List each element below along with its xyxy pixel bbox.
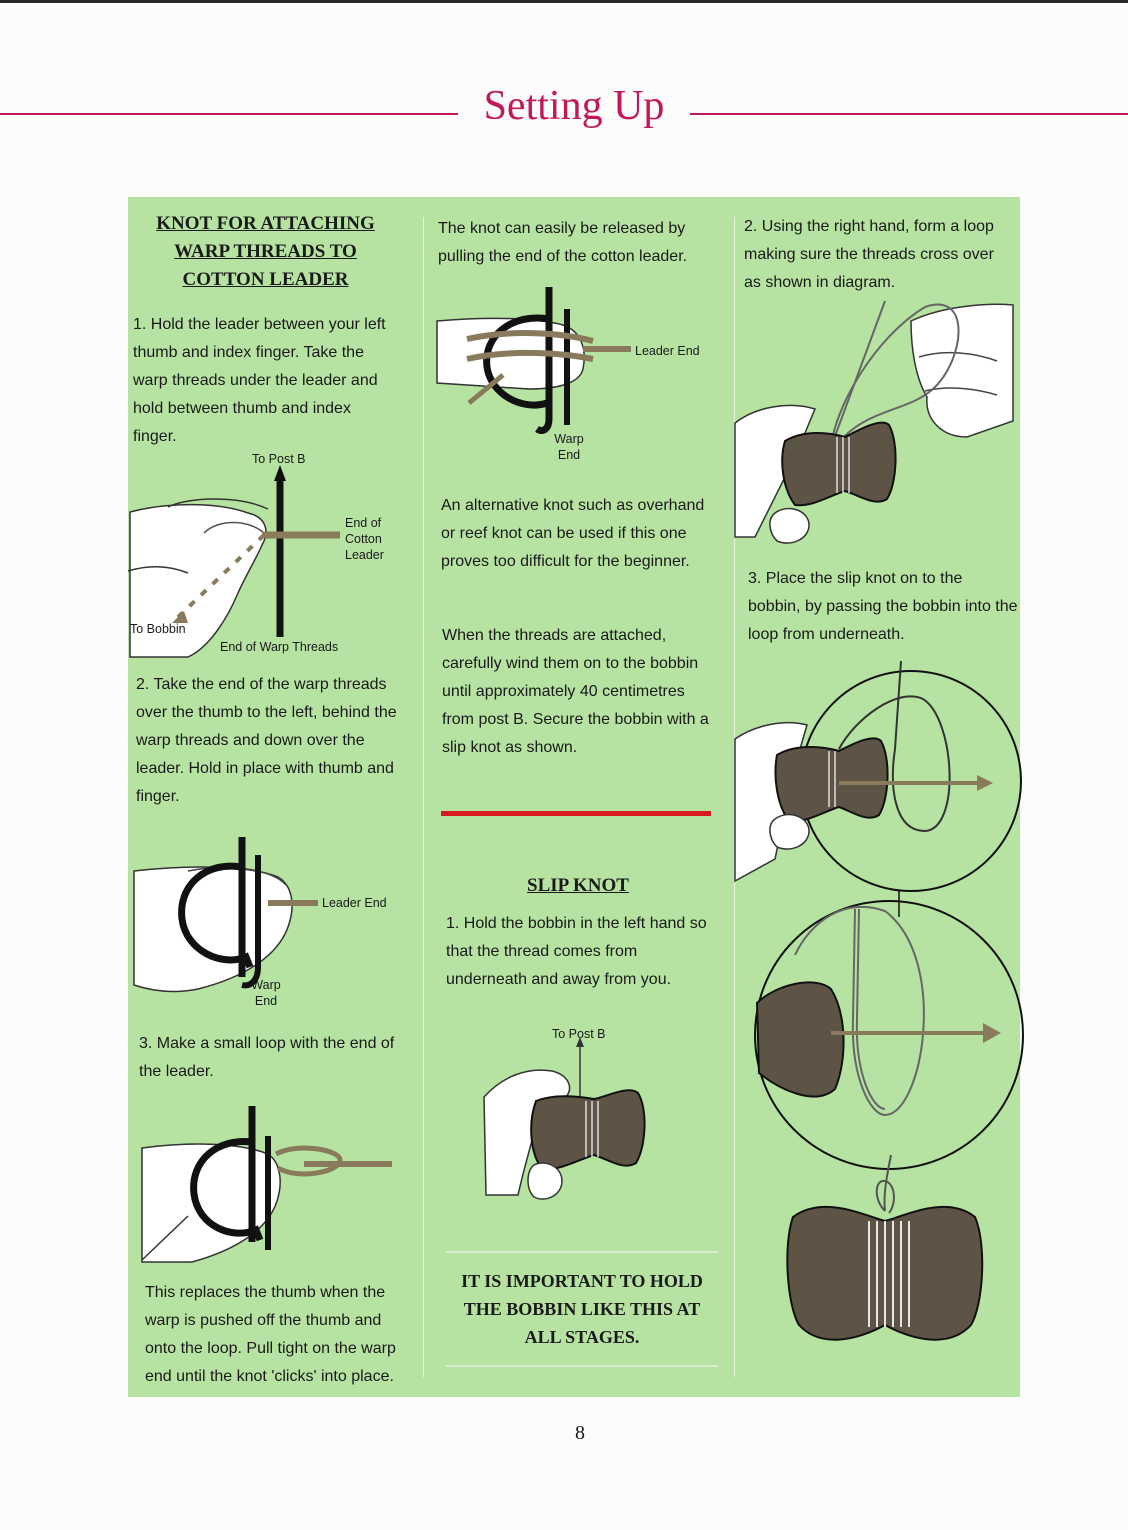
column-divider <box>423 217 424 1377</box>
page-number: 8 <box>575 1422 585 1444</box>
important-note: IT IS IMPORTANT TO HOLD THE BOBBIN LIKE THIS AT ALL STAGES. <box>461 1271 703 1347</box>
header-line-left <box>0 113 458 115</box>
slip-step1-text: 1. Hold the bobbin in the left hand so that the thread comes from underneath and away from you. <box>446 915 707 988</box>
label-end-of-warp-threads: End of Warp Threads <box>220 640 339 654</box>
knot-heading: KNOT FOR ATTACHING WARP THREADS TO COTTON LEADER <box>156 213 375 290</box>
label-to-bobbin: To Bobbin <box>130 622 186 636</box>
label-warp-end: Warp End <box>554 432 584 462</box>
step1-text: 1. Hold the leader between your left thumb and index finger. Take the warp threads under the leader and hold between thumb and index finger. <box>133 316 386 445</box>
figure-hold-bobbin <box>482 1037 658 1217</box>
col3-step3-text: 3. Place the slip knot on to the bobbin, by passing the bobbin into the loop from underneath. <box>748 570 1018 643</box>
label-end-of-cotton-leader: End of Cotton Leader <box>345 516 384 562</box>
label-to-post-b: To Post B <box>552 1027 606 1041</box>
attached-text: When the threads are attached, carefully wind them on to the bobbin until approximately 40 centimetres from post B. Secure the bobbin with a slip knot as shown. <box>442 627 709 756</box>
step2-text: 2. Take the end of the warp threads over the thumb to the left, behind the warp threads and down over the leader. Hold in place with thumb and finger. <box>136 676 397 805</box>
important-bottom-rule <box>446 1365 718 1367</box>
label-warp-end: Warp End <box>251 978 281 1008</box>
label-leader-end: Leader End <box>635 344 700 358</box>
release-text: The knot can easily be released by pulling the end of the cotton leader. <box>438 220 688 265</box>
figure-slip-knot-bobbin <box>783 1155 983 1355</box>
page-title: Setting Up <box>483 83 665 129</box>
label-to-post-b: To Post B <box>252 452 306 466</box>
header-line-right <box>690 113 1128 115</box>
important-top-rule <box>446 1251 718 1253</box>
alternative-text: An alternative knot such as overhand or reef knot can be used if this one proves too difficult for the beginner. <box>441 497 705 570</box>
figure-leader-loop <box>128 1102 418 1272</box>
section-divider <box>441 811 711 816</box>
slip-knot-heading: SLIP KNOT <box>527 875 629 896</box>
instruction-panel <box>128 197 1020 1397</box>
figure-form-loop <box>735 297 1015 557</box>
closing-text: This replaces the thumb when the warp is pushed off the thumb and onto the loop. Pull tight on the warp end until the knot 'clicks' into place. <box>145 1284 396 1385</box>
figure-place-slip-knot <box>735 659 1015 1159</box>
top-rule <box>0 0 1128 3</box>
label-leader-end: Leader End <box>322 896 387 910</box>
col3-step2-text: 2. Using the right hand, form a loop making sure the threads cross over as shown in diagram. <box>744 218 994 291</box>
step3-text: 3. Make a small loop with the end of the leader. <box>139 1035 395 1080</box>
